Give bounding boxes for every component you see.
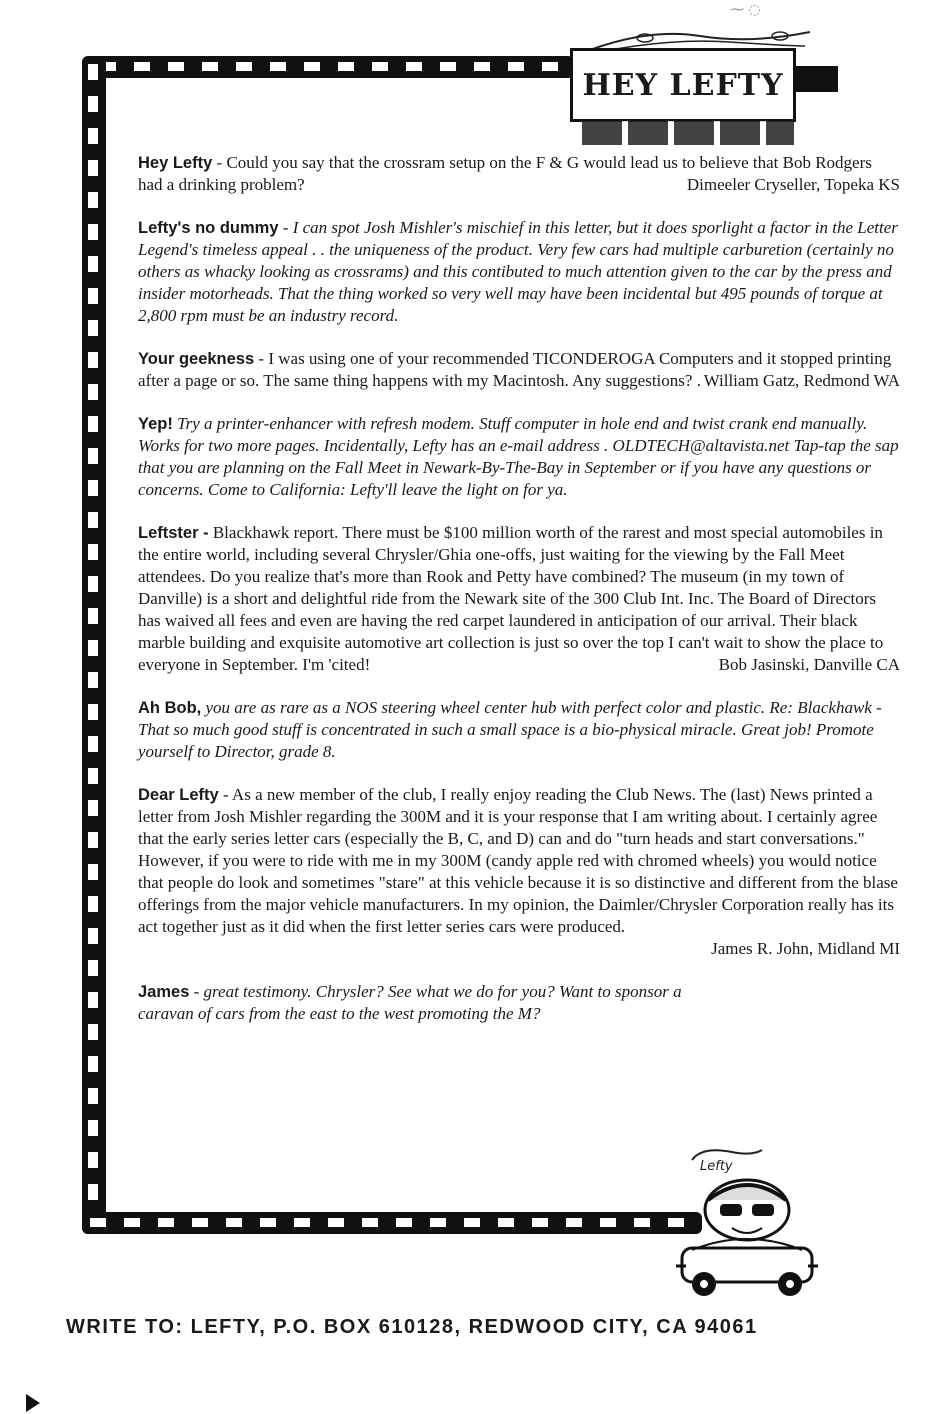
svg-text:Lefty: Lefty [700, 1159, 733, 1174]
entry-lead: Leftster - [138, 524, 209, 542]
letter-entry [138, 522, 900, 676]
entry-text: Blackhawk report. There must be $100 million worth of the rarest and most special automobiles in the entire world, including several Chrysler/Ghia one-offs, just waiting for the viewing by the Fall Meet attendees. Do you realize that's more than Rook and Petty have combined? The museum (in my town of Danville) is a short and delightful ride from the Newark site of the 300 Club Int. Inc. The Board of Directors has waived all fees and even are having the red carpet laundered in anticipation of our arrival. Their black marble building and exquisite automotive art collection is just so over the top I can't wait to show the place to everyone in September. I'm 'cited! [138, 523, 884, 674]
mailing-address: WRITE TO: LEFTY, P.O. BOX 610128, REDWOOD CITY, CA 94061 [66, 1316, 758, 1338]
entry-signature: Bob Jasinski, Danville CA [718, 655, 900, 674]
entry-lead: Ah Bob, [138, 699, 202, 717]
reply-entry [138, 413, 900, 501]
entry-text: - As a new member of the club, I really enjoy reading the Club News. The (last) News printed a letter from Josh Mishler regarding the 300M and it is your response that I am writing about. I certainly agree that the early series letter cars (especially the B, C, and D) can and do "turn heads and start conversations." However, if you were to ride with me in my 300M (candy apple red with chromed wheels) you would notice that people do look and sometimes "stare" at this vehicle because it is so distinctive and different from the blase offerings from the major vehicle manufacturers. In my opinion, the Daimler/Chrysler Corporation really has its act together just as it did when the first letter series cars were produced. [138, 785, 898, 936]
entry-text: - I was using one of your recommended TICONDEROGA Computers and it stopped printing after a page or so. The same thing happens with my Macintosh. Any suggestions? . [138, 349, 892, 390]
letter-entry [138, 784, 900, 960]
scribble-mark: ⁓ ◌ [730, 2, 761, 18]
entry-signature: James R. John, Midland MI [711, 939, 900, 958]
entry-signature: William Gatz, Redmond WA [703, 371, 900, 390]
entry-text: - great testimony. Chrysler? See what we do for you? Want to sponsor a caravan of cars from the east to the west promoting the M? [138, 982, 682, 1023]
entry-lead: Yep! [138, 415, 173, 433]
entry-text: - Could you say that the crossram setup on the F & G would lead us to believe that Bob Rodgers had a drinking problem? [138, 153, 872, 194]
entry-lead: Hey Lefty [138, 154, 213, 172]
hey-lefty-sign [570, 48, 796, 122]
reply-entry [138, 981, 698, 1025]
reply-entry [138, 217, 900, 327]
sign-tab [796, 66, 838, 92]
frame-top-strip [92, 56, 574, 78]
reply-entry [138, 697, 900, 763]
entry-text: Try a printer-enhancer with refresh modem. Stuff computer in hole end and twist crank end manually. Works for two more pages. Incidentally, Lefty has an e-mail address . OLDTECH@altavista.net Tap-tap the sap that you are planning on the Fall Meet in Newark-By-The-Bay in September or if you have any questions or concerns. Come to California: Lefty'll leave the light on for ya. [138, 414, 899, 499]
entry-lead: Lefty's no dummy [138, 219, 279, 237]
frame-bottom-strip [82, 1212, 702, 1234]
entry-lead: Your geekness [138, 350, 255, 368]
sign-base [582, 121, 794, 145]
sign-title: HEY LEFTY [582, 67, 784, 103]
entry-signature: Dimeeler Cryseller, Topeka KS [686, 175, 900, 194]
letters-column [138, 152, 900, 1046]
entry-lead: Dear Lefty [138, 786, 219, 804]
entry-text: you are as rare as a NOS steering wheel center hub with perfect color and plastic. Re: Blackhawk -That so much good stuff is concentrated in such a small space is a bio-physical miracle. Great job! Promote yourself to Director, grade 8. [138, 698, 882, 761]
corner-arrow-icon [26, 1394, 40, 1412]
letter-entry [138, 348, 900, 392]
entry-lead: James [138, 983, 190, 1001]
lefty-cartoon-icon [672, 1140, 822, 1305]
frame-left-strip [82, 56, 106, 1234]
letter-entry [138, 152, 900, 196]
entry-text: - I can spot Josh Mishler's mischief in this letter, but it does sporlight a factor in the Letter Legend's timeless appeal . . the uniqueness of the product. Very few cars had multiple carburetion (certainly no others as whacky looking as crossrams) and this contibuted to much attention given to the car by the press and insider motorheads. That the thing worked so very well may have been incidental but 495 pounds of torque at 2,800 rpm must be an industry record. [138, 218, 898, 325]
